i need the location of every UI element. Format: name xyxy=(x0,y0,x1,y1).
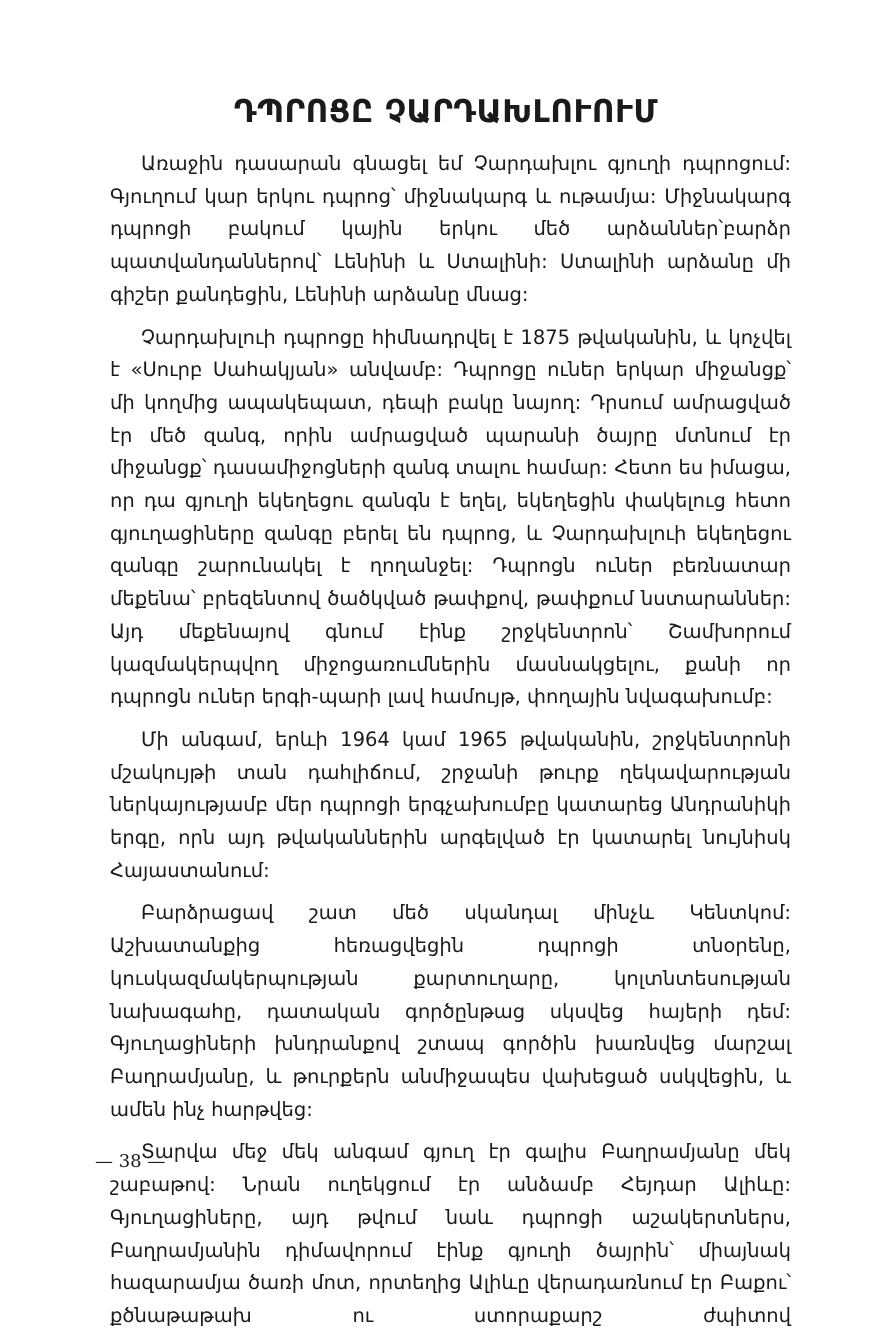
paragraph-school-history: Չարդախլուի դպրոցը հիմնադրվել է 1875 թվականին, և կոչվել է «Սուրբ Սահակյան» անվամբ: Դպրոցը ուներ երկար միջանցք՝ մի կողմից ապակեպատ, դեպի բակը նայող: Դրսում ամրացված էր մեծ զանգ, որին ամրացված պարանի ծայրը մտնում էր միջանցք՝ դասամիջոցների զանգ տալու համար: Հետո ես իմացա, որ դա գյուղի եկեղեցու զանգն է եղել, եկեղեցին փակելուց հետո գյուղացիները զանգը բերել են դպրոց, և Չարդախլուի եկեղեցու զանգը շարունակել է ղողանջել: Դպրոցն ուներ բեռնատար մեքենա՝ բրեզենտով ծածկված թափքով, թափքում նստարաններ: Այդ մեքենայով գնում էինք շրջկենտրոն՝ Շամխորում կազմակերպվող միջոցառումներին մասնակցելու, քանի որ դպրոցն ուներ երգի-պարի լավ համույթ, փողային նվագախումբ: xyxy=(110,325,791,709)
paragraph-first-grade: Առաջին դասարան գնացել եմ Չարդախլու գյուղի դպրոցում: Գյուղում կար երկու դպրոց՝ միջնակարգ և ութամյա: Միջնակարգ դպրոցի բակում կային երկու մեծ արձաններ՝բարձր պատվանդաններով՝ Լենինի և Ստալինի: Ստալինի արձանը մի գիշեր քանդեցին, Լենինի արձանը մնաց: xyxy=(110,152,791,306)
paragraph-scandal: Բարձրացավ շատ մեծ սկանդալ մինչև Կենտկոմ: Աշխատանքից հեռացվեցին դպրոցի տնօրենը, կուսկազմակերպության քարտուղարը, կոլտնտեսության նախագահը, դատական գործընթաց սկսվեց հայերի դեմ: Գյուղացիների խնդրանքով շտապ գործին խառնվեց մարշալ Բաղրամյանը, և թուրքերն անմիջապես վախեցած սսկվեցին, և ամեն ինչ հարթվեց: xyxy=(110,901,791,1121)
chapter-title: ԴՊՐՈՑԸ ՉԱՐԴԱԽԼՈՒՈՒՄ xyxy=(233,94,659,130)
paragraph-choir-performance: Մի անգամ, երևի 1964 կամ 1965 թվականին, շրջկենտրոնի մշակույթի տան դահլիճում, շրջանի թուրք ղեկավարության ներկայությամբ մեր դպրոցի երգչախումբը կատարեց Անդրանիկի երգը, որն այդ թվականներին արգելված էր կատարել նույնիսկ Հայաստանում: xyxy=(110,727,791,882)
page-number: — 38 — xyxy=(95,1151,166,1172)
body-text xyxy=(110,148,791,1343)
paragraph-bagramyan-visit: Տարվա մեջ մեկ անգամ գյուղ էր գալիս Բաղրամյանը մեկ շաբաթով: Նրան ուղեկցում էր անձամբ Հեյդար Ալիևը: Գյուղացիները, այդ թվում նաև դպրոցի աշակերտներս, Բաղրամյանին դիմավորում էինք գյուղի ծայրին՝ միայնակ հազարամյա ծառի մոտ, որտեղից Ալիևը վերադառնում էր Բաքու՝ քծնաթաթախ ու ստորաքարշ ժպիտով xyxy=(110,1140,791,1327)
